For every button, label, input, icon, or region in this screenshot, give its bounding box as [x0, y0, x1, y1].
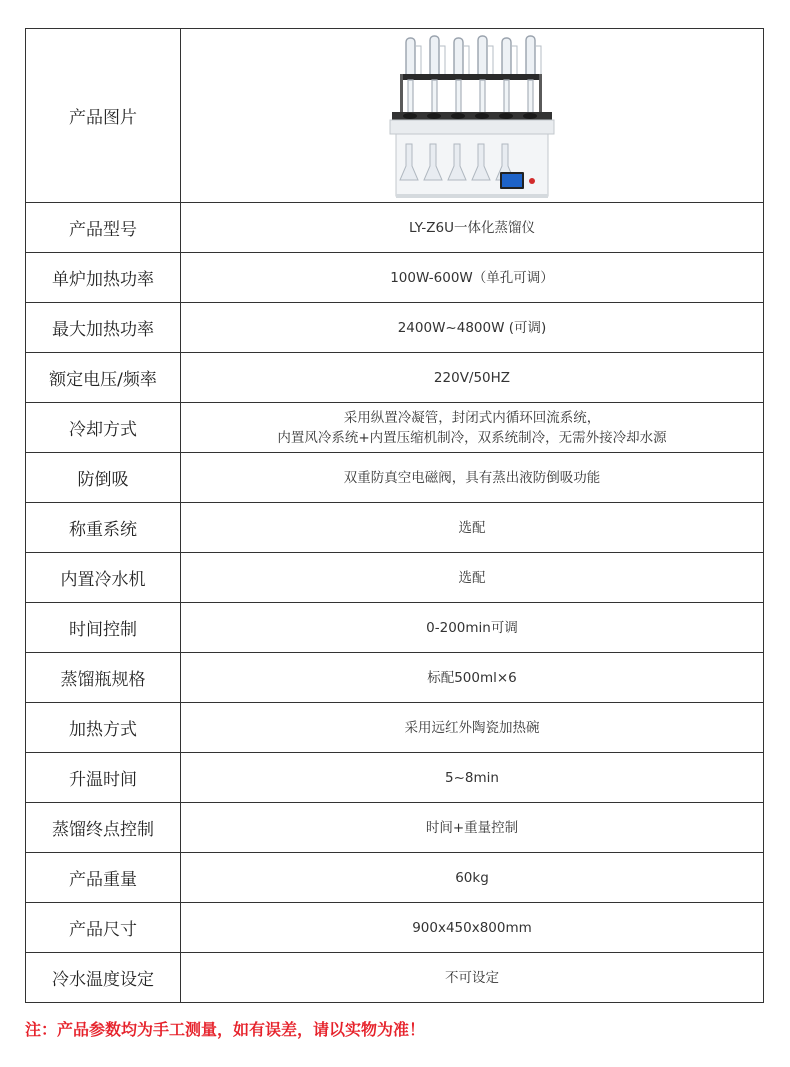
row-label: 单炉加热功率: [26, 253, 181, 303]
row-value: 采用远红外陶瓷加热碗: [181, 703, 764, 753]
row-value-line-1: 采用纵置冷凝管，封闭式内循环回流系统，: [343, 409, 601, 426]
table-row: [26, 803, 764, 853]
table-row: [26, 953, 764, 1003]
row-value: 220V/50HZ: [181, 353, 764, 403]
row-label: 蒸馏终点控制: [26, 803, 181, 853]
table-row: [26, 353, 764, 403]
row-value: 标配500ml×6: [181, 653, 764, 703]
table-row: [26, 653, 764, 703]
table-row: [26, 703, 764, 753]
row-label: 冷水温度设定: [26, 953, 181, 1003]
row-value: 900x450x800mm: [181, 903, 764, 953]
table-row: [26, 603, 764, 653]
row-label: 产品尺寸: [26, 903, 181, 953]
row-label: 冷却方式: [26, 403, 181, 453]
row-value-line-2: 内置风冷系统+内置压缩机制冷，双系统制冷，无需外接冷却水源: [277, 429, 667, 446]
row-label: 防倒吸: [26, 453, 181, 503]
row-value: 时间+重量控制: [181, 803, 764, 853]
row-label: 蒸馏瓶规格: [26, 653, 181, 703]
row-value: 选配: [181, 503, 764, 553]
table-row: [26, 503, 764, 553]
row-label: 加热方式: [26, 703, 181, 753]
table-row: [26, 753, 764, 803]
row-value: 双重防真空电磁阀，具有蒸出液防倒吸功能: [181, 453, 764, 503]
table-row: [26, 253, 764, 303]
row-value: 不可设定: [181, 953, 764, 1003]
table-row-product-image: [26, 29, 764, 203]
row-label: 时间控制: [26, 603, 181, 653]
row-label: 升温时间: [26, 753, 181, 803]
row-label: 称重系统: [26, 503, 181, 553]
table-row: [26, 453, 764, 503]
spec-table: [25, 28, 764, 1003]
disclaimer-note: 注：产品参数均为手工测量，如有误差，请以实物为准！: [25, 1020, 426, 1039]
table-row: [26, 303, 764, 353]
row-label: 最大加热功率: [26, 303, 181, 353]
row-label: 产品型号: [26, 203, 181, 253]
table-row: [26, 403, 764, 453]
row-value: 5~8min: [181, 753, 764, 803]
table-row: [26, 903, 764, 953]
row-value: 100W-600W（单孔可调）: [181, 253, 764, 303]
row-label: 产品图片: [26, 29, 181, 203]
row-value: 60kg: [181, 853, 764, 903]
row-label: 额定电压/频率: [26, 353, 181, 403]
row-value: LY-Z6U一体化蒸馏仪: [181, 203, 764, 253]
product-image-cell: [181, 29, 764, 203]
table-row: [26, 853, 764, 903]
table-row: [26, 203, 764, 253]
distillation-apparatus-icon: [382, 32, 562, 200]
row-value: 0-200min可调: [181, 603, 764, 653]
row-value: 2400W~4800W (可调): [181, 303, 764, 353]
row-value: 选配: [181, 553, 764, 603]
row-value-multiline: [181, 403, 764, 453]
row-label: 内置冷水机: [26, 553, 181, 603]
table-row: [26, 553, 764, 603]
row-label: 产品重量: [26, 853, 181, 903]
